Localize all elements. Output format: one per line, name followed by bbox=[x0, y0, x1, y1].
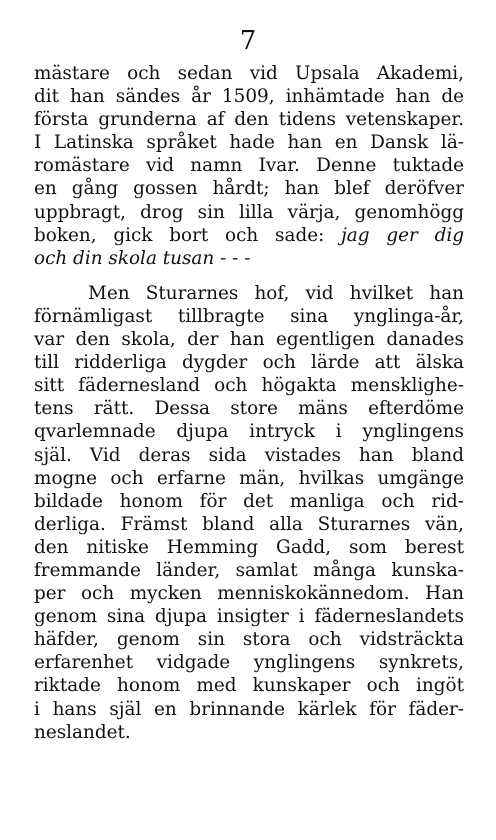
text-line: qvarlemnade djupa intryck i ynglingens bbox=[34, 421, 464, 443]
text-line: själ. Vid deras sida vistades han bland bbox=[34, 444, 464, 466]
italic-quote-line: och din skola tusan - - - bbox=[34, 247, 251, 269]
text-line: per och mycken menniskokännedom. Han bbox=[34, 583, 464, 605]
text-line: mästare och sedan vid Upsala Akademi, bbox=[34, 63, 464, 84]
text-line: en gång gossen hårdt; han blef deröfver bbox=[34, 178, 464, 200]
text-segment: boken, gick bort och sade: bbox=[34, 224, 325, 246]
text-line: i hans själ en brinnande kärlek för fäder- bbox=[34, 698, 464, 720]
italic-quote: jag ger dig bbox=[341, 224, 464, 246]
text-line: uppbragt, drog sin lilla värja, genomhögg bbox=[34, 201, 464, 223]
text-line: erfarenhet vidgade ynglingens synkrets, bbox=[34, 652, 464, 674]
text-line: till ridderliga dygder och lärde att älska bbox=[34, 352, 464, 374]
paragraph-gap bbox=[34, 270, 464, 282]
text-line: dit han sändes år 1509, inhämtade han de bbox=[34, 86, 464, 108]
text-line: häfder, genom sin stora och vidsträckta bbox=[34, 629, 464, 651]
text-line: den nitiske Hemming Gadd, som berest bbox=[34, 536, 464, 558]
text-line: var den skola, der han egentligen danades bbox=[34, 329, 464, 351]
text-line: riktade honom med kunskaper och ingöt bbox=[34, 675, 464, 697]
text-line: tens rätt. Dessa store mäns efterdöme bbox=[34, 398, 464, 420]
text-line: genom sina djupa insigter i fäderneslandets bbox=[34, 606, 464, 628]
text-line: sitt fädernesland och högakta mensklighe- bbox=[34, 375, 464, 397]
body-text bbox=[34, 62, 464, 744]
text-line-mixed bbox=[34, 224, 464, 247]
page-number: 7 bbox=[239, 26, 257, 56]
text-line: första grunderna af den tidens vetenskaper. bbox=[34, 109, 464, 131]
text-line: bildade honom för det manliga och rid- bbox=[34, 490, 464, 512]
text-line: mogne och erfarne män, hvilkas umgänge bbox=[34, 467, 464, 489]
text-line: romästare vid namn Ivar. Denne tuktade bbox=[34, 155, 464, 177]
text-line: I Latinska språket hade han en Dansk lä- bbox=[34, 132, 464, 154]
text-line: neslandet. bbox=[34, 721, 131, 743]
text-line: fremmande länder, samlat många kunska- bbox=[34, 559, 464, 581]
text-line: Men Sturarnes hof, vid hvilket han bbox=[88, 282, 464, 304]
text-line: derliga. Främst bland alla Sturarnes vän, bbox=[34, 513, 464, 535]
text-line: förnämligast tillbragte sina ynglinga-år, bbox=[34, 305, 464, 327]
